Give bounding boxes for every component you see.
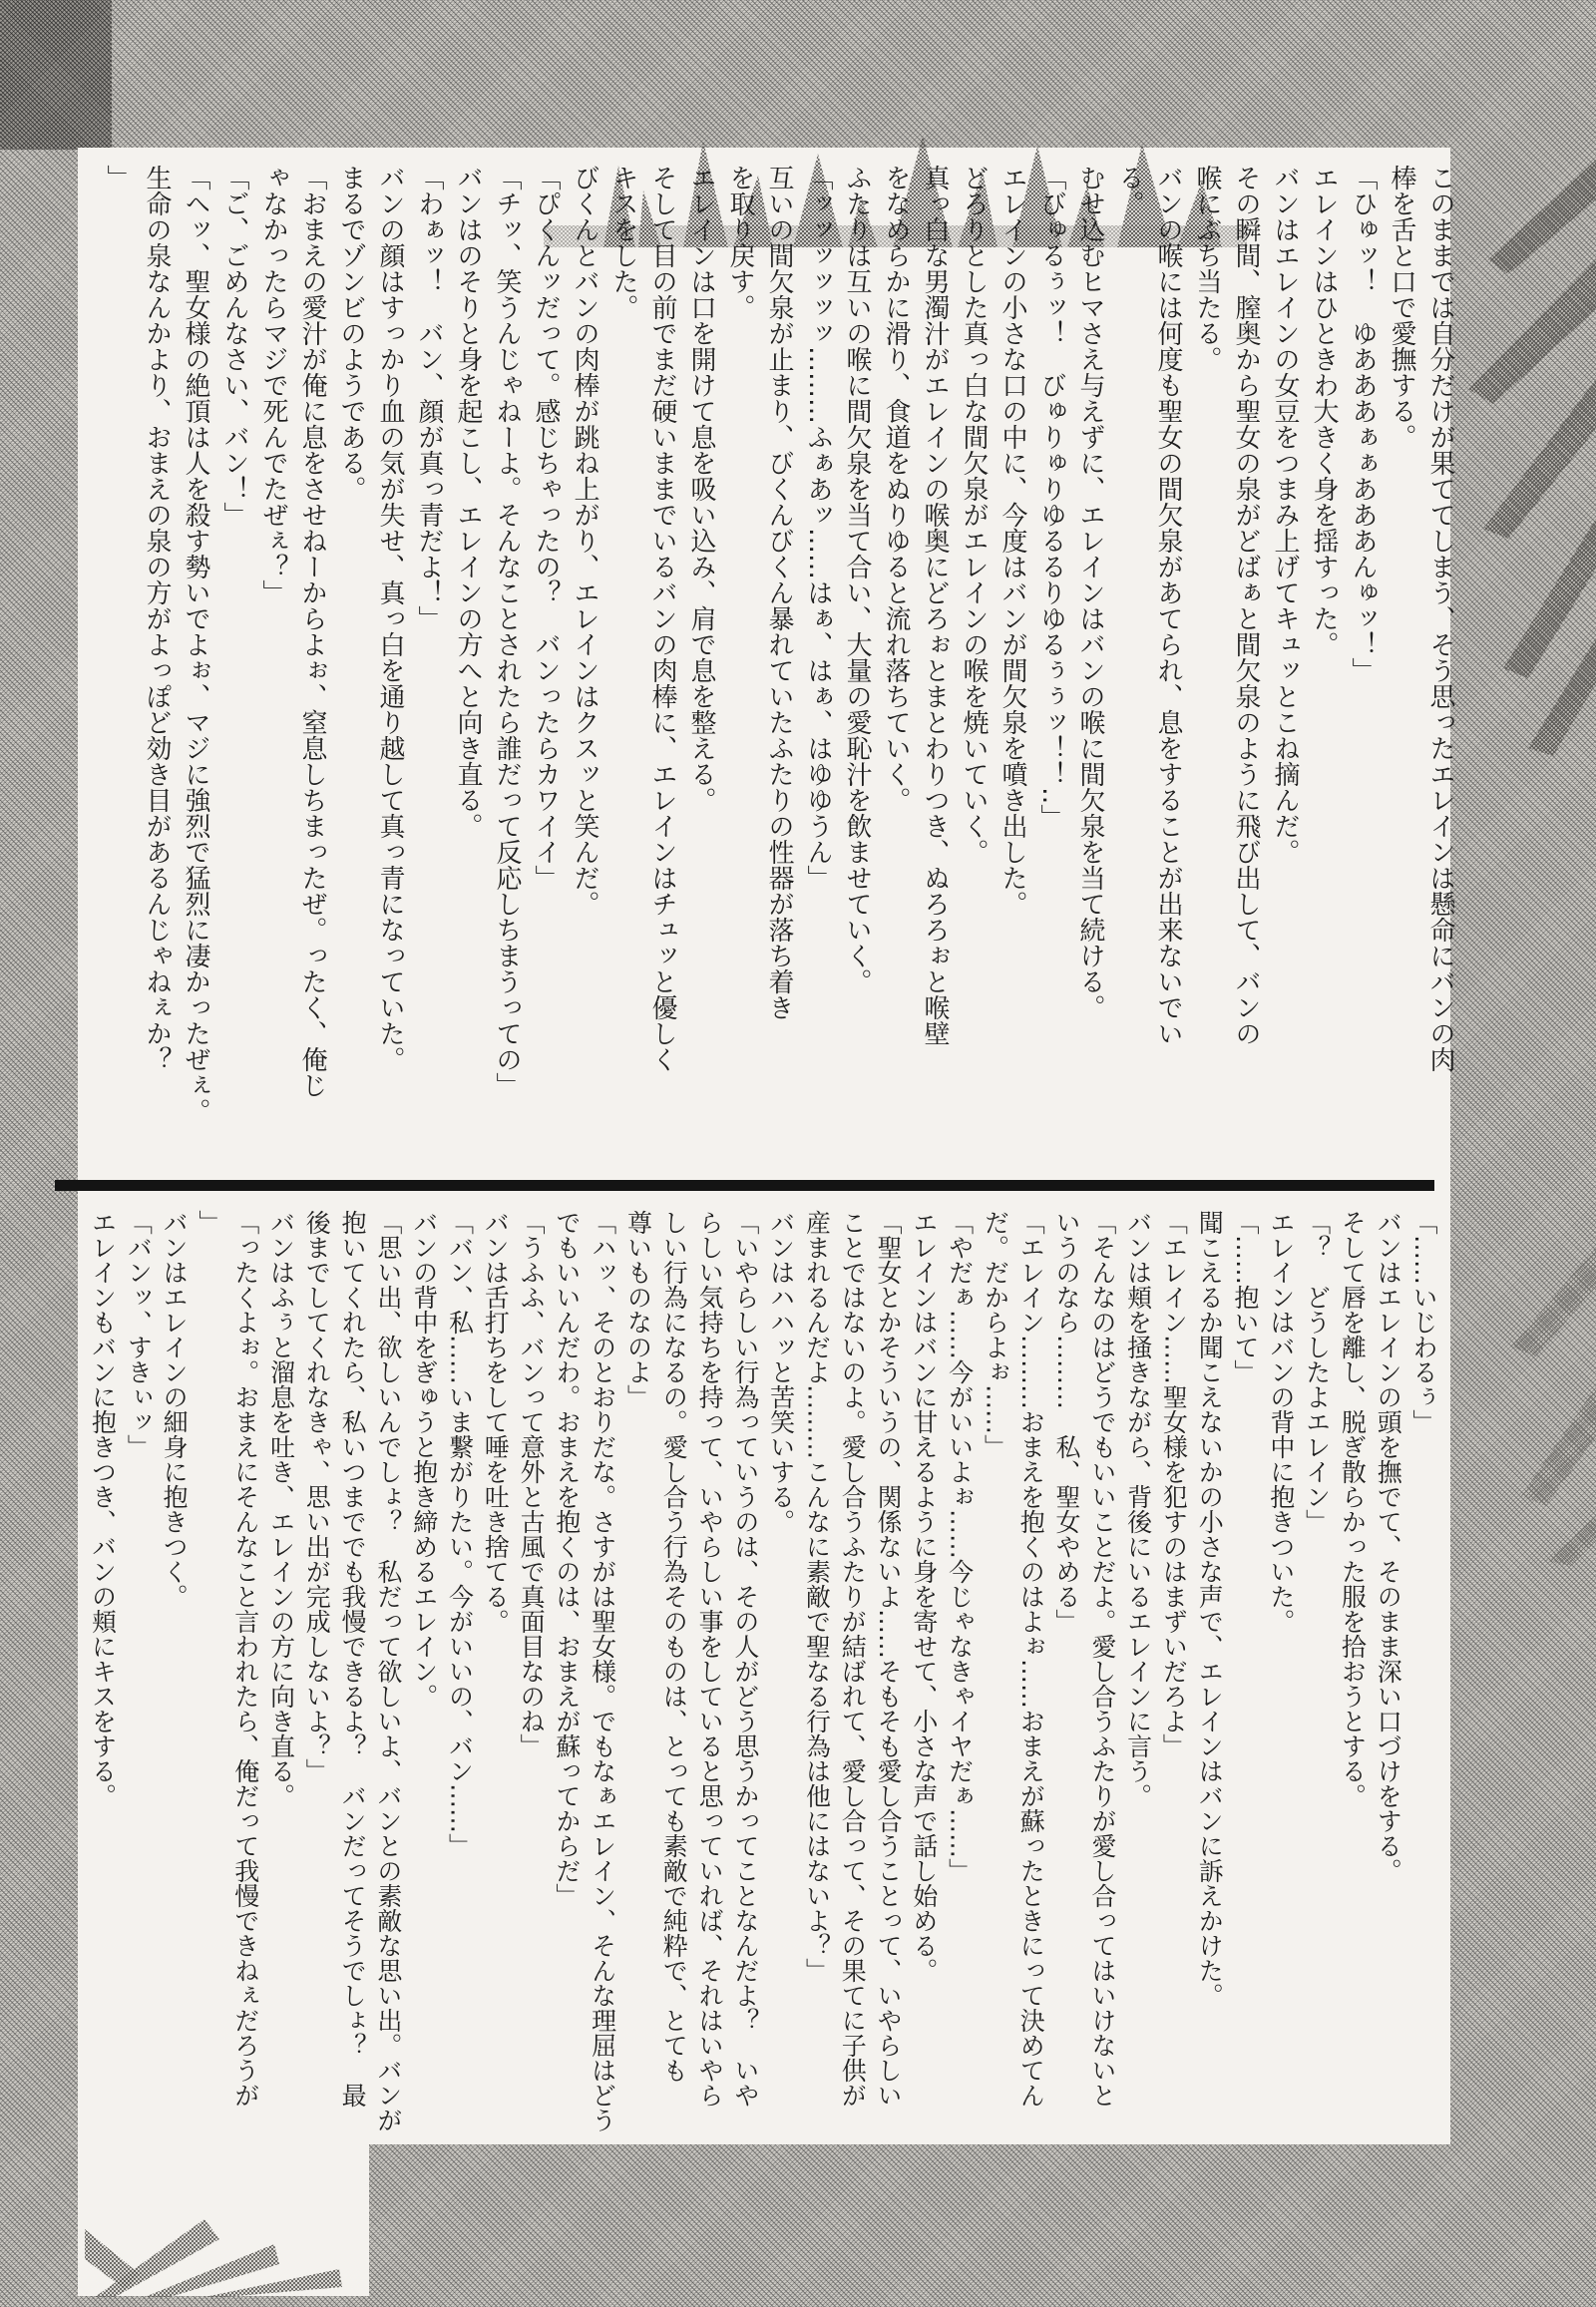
text-column: 」: [195, 1210, 224, 1235]
text-column: 産まれるんだよ………こんなに素敵で聖なる行為は他にはないよ？」: [802, 1210, 832, 1983]
text-column: ゃなかったらマジで死んでたぜぇ？」: [258, 165, 288, 605]
text-column: 「ッッッッッッ………ふぁあッ……はぁ、はぁ、はゆゆうん」: [803, 165, 833, 891]
text-column: 「やだぁ……今がいいよぉ……今じゃなきゃイヤだぁ……」: [945, 1210, 975, 1883]
text-column: 「ヘッ、聖女様の絶頂は人を殺す勢いでよぉ、マジに強烈で猛烈に凄かったぜぇ。: [181, 165, 210, 1124]
text-column: 尊いものなのよ」: [623, 1210, 653, 1409]
text-column: ふたりは互いの喉に間欠泉を当て合い、大量の愛恥汁を飲ませていく。: [842, 165, 872, 994]
text-column: ことではないのよ。愛し合うふたりが結ばれて、愛し合って、その果てに子供が: [838, 1210, 868, 2108]
text-column: 後までしてくれなきゃ、思い出が完成しないよ？」: [302, 1210, 332, 1783]
text-column: エレインもバンに抱きつき、バンの頬にキスをする。: [88, 1210, 118, 1808]
text-column: 聞こえるか聞こえないかの小さな声で、エレインはバンに訴えかけた。: [1195, 1210, 1225, 2008]
text-column: バンはエレインの女豆をつまみ上げてキュッとこね摘んだ。: [1270, 165, 1300, 865]
text-column: 「エレイン……聖女様を犯すのはまずいだろよ」: [1159, 1210, 1189, 1758]
text-column: エレインはひときわ大きく身を揺すった。: [1309, 165, 1339, 657]
text-column: 「ひゅッ！ ゆあああぁぁあああんゅッ！」: [1348, 165, 1378, 683]
text-column: 「エレイン………おまえを抱くのはよぉ……おまえが蘇ったときにって決めてん: [1016, 1210, 1046, 2108]
text-column: 「おまえの愛汁が俺に息をさせねーからよぉ、窒息しちまったぜ。ったく、俺じ: [297, 165, 327, 1098]
corner-texture-block: [0, 0, 112, 150]
text-column: エレインの小さな口の中に、今度はバンが間欠泉を噴き出した。: [998, 165, 1027, 917]
text-column: エレインはバンに甘えるように身を寄せて、小さな声で話し始める。: [909, 1210, 939, 1983]
text-column: 」: [103, 165, 133, 191]
text-column: バンはハハッと苦笑いする。: [766, 1210, 796, 1534]
text-column: をなめらかに滑り、食道をぬりゆると流れ落ちていく。: [881, 165, 911, 813]
text-column: このままでは自分だけが果ててしまう、そう思ったエレインは懸命にバンの肉: [1425, 165, 1455, 1072]
text-column: バンの喉には何度も聖女の間欠泉があてられ、息をすることが出来ないでい: [1153, 165, 1183, 1046]
text-column: バンの顔はすっかり血の気が失せ、真っ白を通り越して真っ青になっていた。: [375, 165, 405, 1072]
text-column: そして唇を離し、脱ぎ散らかった服を拾おうとする。: [1338, 1210, 1368, 1808]
text-column: 「……いじわるぅ」: [1409, 1210, 1438, 1434]
text-column: 生命の泉なんかより、おまえの泉の方がよっぽど効き目があるんじゃねぇか？: [142, 165, 172, 1072]
text-column: バンはのそりと身を起こし、エレインの方へと向き直る。: [453, 165, 483, 839]
text-column: どろりとした真っ白な間欠泉がエレインの喉を焼いていく。: [959, 165, 989, 865]
text-column: る。: [1114, 165, 1144, 216]
text-column: 「そんなのはどうでもいいことだよ。愛し合うふたりが愛し合ってはいけないと: [1087, 1210, 1117, 2108]
story-text-upper: [95, 165, 1459, 1170]
leaf-motif-bottom-left: [85, 2189, 364, 2297]
text-column: 喉にぶち当たる。: [1192, 165, 1222, 372]
text-column: バンはふぅと溜息を吐き、エレインの方に向き直る。: [266, 1210, 296, 1808]
story-text-lower: [83, 1210, 1441, 2139]
text-column: 「うふふ、バンって意外と古風で真面目なのね」: [517, 1210, 547, 1758]
text-column: 「ぴくんッだって。感じちゃったの？ バンったらカワイイ」: [531, 165, 561, 891]
text-column: 「思い出、欲しいんでしょ？ 私だって欲しいよ、バンとの素敵な思い出。バンが: [373, 1210, 403, 2132]
text-column: まるでゾンビのようである。: [336, 165, 366, 502]
text-column: しい行為になるの。愛し合う行為そのものは、とっても素敵で純粋で、とても: [659, 1210, 689, 2083]
fern-motif-right: [1448, 140, 1596, 758]
text-column: 「ご、ごめんなさい、バン！」: [219, 165, 249, 528]
text-column: 「バンッ、すきぃッ」: [124, 1210, 154, 1459]
text-column: 「聖女とかそういうの、関係ないよ……そもそも愛し合うことって、いやらしい: [874, 1210, 904, 2108]
text-column: 「チッ、笑うんじゃねーよ。そんなことされたら誰だって反応しちまうっての」: [492, 165, 522, 1098]
fern-motif-right-mid: [1451, 1237, 1596, 1566]
text-column: だ。だからよぉ……」: [981, 1210, 1010, 1459]
text-column: バンはエレインの頭を撫でて、そのまま深い口づけをする。: [1374, 1210, 1403, 1883]
text-column: エレインは口を開けて息を吸い込み、肩で息を整える。: [686, 165, 716, 813]
section-divider-rule: [55, 1180, 1434, 1191]
text-column: バンの背中をぎゅうと抱き締めるエレイン。: [409, 1210, 439, 1709]
text-column: キスをした。: [608, 165, 638, 320]
text-column: を取り戻す。: [725, 165, 755, 320]
text-column: バンは頬を掻きながら、背後にいるエレインに言う。: [1123, 1210, 1153, 1808]
text-column: バンは舌打ちをして唾を吐き捨てる。: [481, 1210, 511, 1634]
text-column: むせ込むヒマさえ与えずに、エレインはバンの喉に間欠泉を当て続ける。: [1075, 165, 1105, 1020]
text-column: 「？ どうしたよエレイン」: [1302, 1210, 1332, 1534]
text-column: らしい気持ちを持って、いやらしい事をしていると思っていれば、それはいやら: [695, 1210, 725, 2108]
text-column: 「ったくよぉ。おまえにそんなこと言われたら、俺だって我慢できねぇだろうが: [230, 1210, 260, 2108]
text-column: エレインはバンの背中に抱きついた。: [1266, 1210, 1296, 1634]
text-column: でもいいんだわ。おまえを抱くのは、おまえが蘇ってからだ」: [552, 1210, 582, 1908]
text-column: 「ハッ、そのとおりだな。さすがは聖女様。でもなぁエレイン、そんな理屈はどう: [588, 1210, 617, 2132]
text-column: 「バン、私……いま繋がりたい。今がいいの、バン……」: [445, 1210, 475, 1858]
text-column: 抱いてくれたら、私いつまででも我慢できるよ？ バンだってそうでしょ？ 最: [338, 1210, 368, 2108]
text-column: 「いやらしい行為っていうのは、その人がどう思うかってことなんだよ？ いや: [730, 1210, 760, 2108]
text-column: 「……抱いて」: [1231, 1210, 1261, 1384]
text-column: 「わぁッ！ バン、顔が真っ青だよ！」: [414, 165, 444, 631]
text-column: いうのなら……… 私、聖女やめる」: [1052, 1210, 1082, 1634]
text-column: 棒を舌と口で愛撫する。: [1387, 165, 1416, 450]
text-column: びくんとバンの肉棒が跳ね上がり、エレインはクスッと笑んだ。: [570, 165, 599, 917]
text-column: 互いの間欠泉が止まり、びくんびくん暴れていたふたりの性器が落ち着き: [764, 165, 794, 1020]
text-column: そして目の前でまだ硬いままでいるバンの肉棒に、エレインはチュッと優しく: [647, 165, 677, 1072]
text-column: その瞬間、膣奥から聖女の泉がどばぁと間欠泉のように飛び出して、バンの: [1231, 165, 1261, 1046]
text-column: バンはエレインの細身に抱きつく。: [160, 1210, 190, 1609]
text-column: 「びゅるぅッ！ びゅりゅりゆるるりゆるぅぅッ！！‥」: [1036, 165, 1066, 831]
text-column: 真っ白な男濁汁がエレインの喉奥にどろぉとまとわりつき、ぬろろぉと喉壁: [920, 165, 950, 1046]
